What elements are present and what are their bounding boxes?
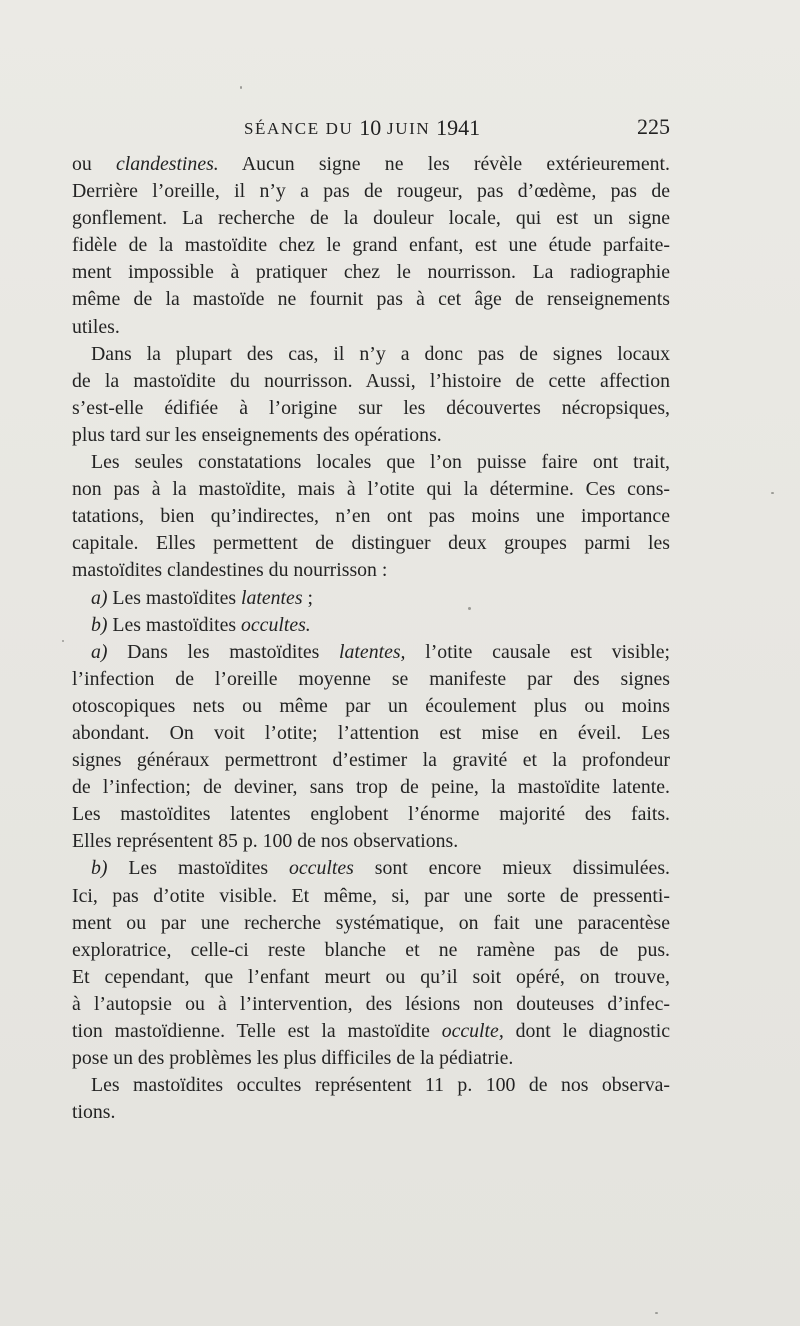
text-line	[72, 1072, 670, 1099]
text-segment: Les mastoïdites	[107, 613, 241, 636]
text-line	[72, 1045, 670, 1072]
italic-text: a)	[91, 586, 108, 609]
italic-text: latentes,	[339, 640, 406, 663]
text-segment: utiles.	[72, 315, 120, 338]
text-line	[72, 205, 670, 232]
text-line	[72, 395, 670, 422]
text-segment: pose un des problèmes les plus difficiles de la pédiatrie.	[72, 1047, 514, 1070]
text-segment: s’est-elle édifiée à l’origine sur les découvertes nécropsiques,	[72, 396, 670, 419]
text-line	[72, 720, 670, 747]
text-line	[72, 693, 670, 720]
text-line	[72, 747, 670, 774]
text-segment: Les mastoïdites occultes représentent 11 p. 100 de nos observa-	[91, 1074, 670, 1097]
text-segment: Les mastoïdites	[107, 586, 241, 609]
text-segment: ment ou par une recherche systématique, on fait une paracentèse	[72, 911, 670, 934]
text-segment: Les seules constatations locales que l’on puisse faire ont trait,	[91, 451, 670, 474]
text-line	[72, 937, 670, 964]
italic-text: occultes.	[241, 613, 311, 636]
text-segment: ;	[302, 586, 313, 609]
page-header	[72, 110, 670, 144]
text-segment: Et cependant, que l’enfant meurt ou qu’il soit opéré, on trouve,	[72, 965, 670, 988]
running-title-day: 10	[359, 115, 382, 140]
text-segment: à l’autopsie ou à l’intervention, des lésions non douteuses d’infec-	[72, 992, 670, 1015]
text-line	[72, 368, 670, 395]
text-line	[72, 666, 670, 693]
italic-text: latentes	[241, 586, 303, 609]
text-line	[72, 476, 670, 503]
text-segment: exploratrice, celle-ci reste blanche et ne ramène pas de pus.	[72, 938, 670, 961]
text-segment: fidèle de la mastoïdite chez le grand enfant, est une étude parfaite-	[72, 234, 670, 257]
text-segment: l’infection de l’oreille moyenne se manifeste par des signes	[72, 667, 670, 690]
text-line	[72, 314, 670, 341]
text-line	[72, 612, 670, 639]
text-segment: dont le diagnostic	[503, 1020, 670, 1042]
text-segment: capitale. Elles permettent de distinguer deux groupes parmi les	[72, 532, 670, 555]
text-line	[72, 991, 670, 1018]
italic-text: clandestines.	[116, 153, 219, 175]
italic-text: occultes	[289, 857, 354, 880]
text-line	[72, 639, 670, 666]
text-line	[72, 557, 670, 584]
text-segment: sont encore mieux dissimulées.	[353, 857, 670, 880]
text-line	[72, 449, 670, 476]
text-segment: otoscopiques nets ou même par un écoulement plus ou moins	[72, 694, 670, 717]
text-line	[72, 341, 670, 368]
text-segment: plus tard sur les enseignements des opérations.	[72, 423, 442, 446]
text-segment: ment impossible à pratiquer chez le nourrisson. La radiographie	[72, 261, 670, 284]
text-segment: non pas à la mastoïdite, mais à l’otite qui la détermine. Ces cons-	[72, 478, 670, 501]
text-line	[72, 910, 670, 937]
text-segment: mastoïdites clandestines du nourrisson :	[72, 559, 388, 582]
text-segment: abondant. On voit l’otite; l’attention est mise en éveil. Les	[72, 721, 670, 744]
text-segment: Aucun signe ne les révèle extérieurement.	[218, 153, 670, 175]
running-title-text: SÉANCE DU	[244, 119, 354, 138]
text-line	[72, 774, 670, 801]
text-segment: de la mastoïdite du nourrisson. Aussi, l’histoire de cette affection	[72, 369, 670, 392]
italic-text: a)	[91, 640, 108, 663]
text-line	[72, 259, 670, 286]
text-segment: l’otite causale est visible;	[405, 640, 670, 663]
text-line	[72, 151, 670, 178]
page-number: 225	[637, 114, 670, 139]
text-line	[72, 503, 670, 530]
text-line	[72, 1099, 670, 1126]
text-line	[72, 964, 670, 991]
running-title-year: 1941	[436, 115, 481, 140]
text-segment: Dans la plupart des cas, il n’y a donc pas de signes locaux	[91, 342, 670, 365]
paper-speck	[771, 492, 774, 494]
text-segment: tions.	[72, 1101, 116, 1124]
body-text	[72, 151, 670, 1126]
text-line	[72, 178, 670, 205]
paper-speck	[62, 640, 64, 642]
text-line	[72, 422, 670, 449]
text-segment: tatations, bien qu’indirectes, n’en ont pas moins une importance	[72, 505, 670, 528]
text-line	[72, 286, 670, 313]
italic-text: b)	[91, 857, 108, 880]
text-segment: Les mastoïdites	[107, 857, 289, 880]
paper-speck	[468, 607, 471, 610]
running-title-month: JUIN	[387, 119, 431, 138]
paper-speck	[240, 86, 242, 89]
text-segment: signes généraux permettront d’estimer la gravité et la profondeur	[72, 749, 670, 772]
paper-speck	[655, 1312, 658, 1314]
text-segment: ou	[72, 153, 117, 175]
text-line	[72, 585, 670, 612]
text-segment: Elles représentent 85 p. 100 de nos observations.	[72, 830, 459, 853]
text-line	[72, 530, 670, 557]
italic-text: b)	[91, 613, 108, 636]
text-segment: Ici, pas d’otite visible. Et même, si, par une sorte de pressenti-	[72, 884, 670, 907]
text-line	[72, 883, 670, 910]
italic-text: occulte,	[441, 1020, 504, 1042]
text-line	[72, 828, 670, 855]
text-segment: Dans les mastoïdites	[107, 640, 340, 663]
text-segment: tion mastoïdienne. Telle est la mastoïdite	[72, 1020, 442, 1042]
text-segment: même de la mastoïde ne fournit pas à cet âge de renseignements	[72, 288, 670, 311]
text-line	[72, 1018, 670, 1045]
running-title	[244, 114, 480, 140]
text-line	[72, 801, 670, 828]
text-line	[72, 855, 670, 882]
text-segment: de l’infection; de deviner, sans trop de peine, la mastoïdite latente.	[72, 776, 670, 799]
text-segment: Derrière l’oreille, il n’y a pas de rougeur, pas d’œdème, pas de	[72, 180, 670, 203]
text-segment: Les mastoïdites latentes englobent l’énorme majorité des faits.	[72, 803, 670, 826]
text-line	[72, 232, 670, 259]
text-segment: gonflement. La recherche de la douleur locale, qui est un signe	[72, 207, 670, 230]
